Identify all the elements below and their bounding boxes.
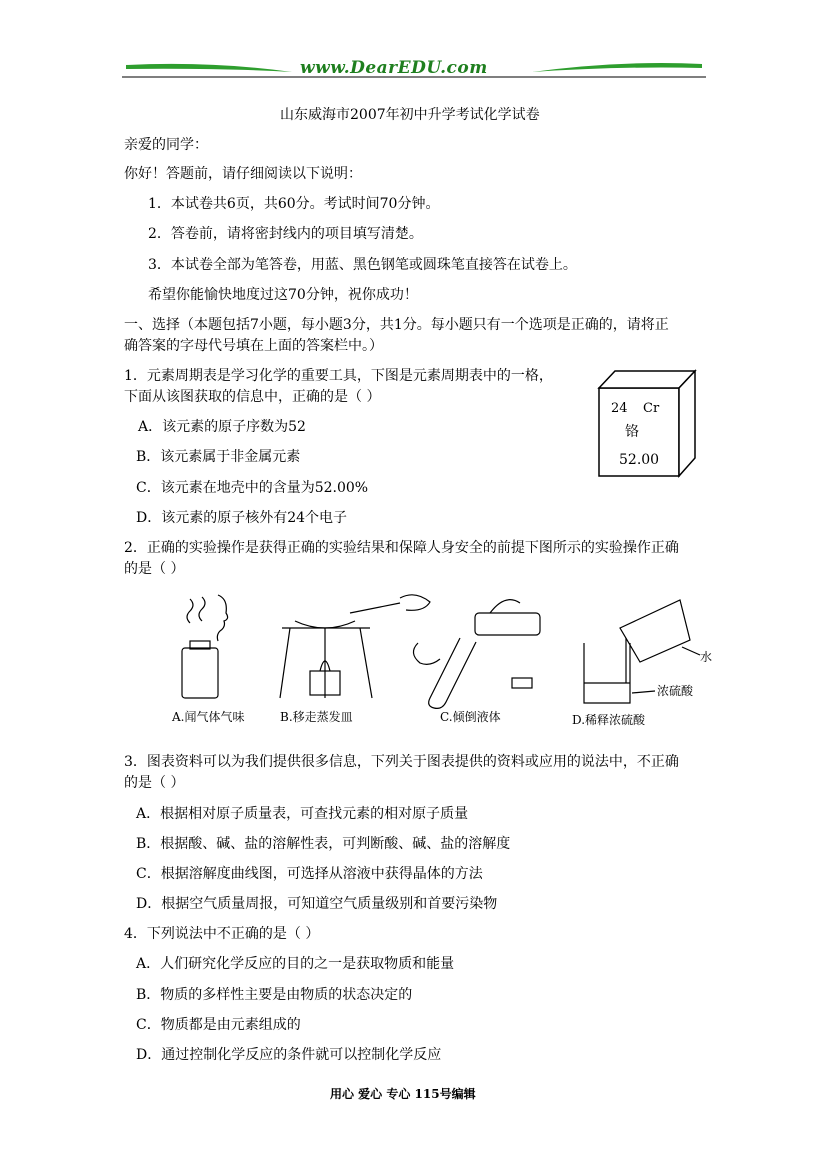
- section-heading-cont: 确答案的字母代号填在上面的答案栏中。）: [124, 338, 383, 354]
- label-acid: 浓硫酸: [657, 684, 694, 698]
- question-3-option-c: C．根据溶解度曲线图，可选择从溶液中获得晶体的方法: [136, 866, 483, 882]
- wish-text: 希望你能愉快地度过这70分钟，祝你成功！: [148, 287, 418, 303]
- section-heading: 一、选择（本题包括7小题，每小题3分，共1分。每小题只有一个选项是正确的，请将正: [124, 317, 669, 333]
- question-4-option-d: D．通过控制化学反应的条件就可以控制化学反应: [136, 1047, 442, 1063]
- caption-d: D.稀释浓硫酸: [572, 713, 646, 727]
- caption-a: A.闻气体气味: [172, 710, 245, 724]
- label-water: 水: [700, 650, 713, 664]
- smell-gas-illustration: [182, 595, 228, 698]
- question-3-stem: 3．图表资料可以为我们提供很多信息，下列关于图表提供的资料或应用的说法中，不正确: [124, 754, 679, 770]
- question-1-option-b: B．该元素属于非金属元素: [136, 449, 301, 465]
- question-2-stem: 2．正确的实验操作是获得正确的实验结果和保障人身安全的前提下图所示的实验操作正确: [124, 540, 679, 556]
- intro-text: 你好！答题前，请仔细阅读以下说明：: [124, 166, 362, 182]
- question-1-option-d: D．该元素的原子核外有24个电子: [136, 510, 348, 526]
- instruction-item: 3．本试卷全部为笔答卷，用蓝、黑色钢笔或圆珠笔直接答在试卷上。: [148, 257, 577, 273]
- element-mass: 52.00: [619, 452, 660, 468]
- site-logo[interactable]: www.DearEDU.com: [300, 58, 488, 78]
- lab-operations-figure: [160, 583, 730, 733]
- question-1-option-c: C．该元素在地壳中的含量为52.00%: [136, 480, 369, 496]
- question-3-stem-cont: 的是（ ）: [124, 775, 185, 791]
- periodic-table-cell-figure: [597, 368, 697, 478]
- caption-c: C.倾倒液体: [440, 710, 501, 724]
- question-4-stem: 4．下列说法中不正确的是（ ）: [124, 926, 320, 942]
- page-footer: 用心 爱心 专心 115号编辑: [330, 1087, 476, 1101]
- question-4-option-a: A．人们研究化学反应的目的之一是获取物质和能量: [136, 956, 455, 972]
- question-1-stem-cont: 下面从该图获取的信息中，正确的是（ ）: [124, 389, 381, 405]
- question-3-option-a: A．根据相对原子质量表，可查找元素的相对原子质量: [136, 806, 469, 822]
- element-number: 24: [611, 401, 628, 416]
- element-name: 铬: [625, 424, 639, 440]
- question-4-option-c: C．物质都是由元素组成的: [136, 1017, 301, 1033]
- question-3-option-d: D．根据空气质量周报，可知道空气质量级别和首要污染物: [136, 896, 498, 912]
- question-2-stem-cont: 的是（ ）: [124, 561, 185, 577]
- evaporating-dish-illustration: [280, 595, 430, 698]
- page-title: 山东威海市2007年初中升学考试化学试卷: [280, 107, 540, 123]
- instruction-item: 1．本试卷共6页，共60分。考试时间70分钟。: [148, 196, 440, 212]
- question-4-option-b: B．物质的多样性主要是由物质的状态决定的: [136, 987, 413, 1003]
- element-symbol: Cr: [643, 401, 660, 416]
- greeting: 亲爱的同学：: [124, 137, 208, 153]
- question-1-stem: 1．元素周期表是学习化学的重要工具，下图是元素周期表中的一格，: [124, 368, 553, 384]
- caption-b: B.移走蒸发皿: [280, 710, 353, 724]
- instruction-item: 2．答卷前，请将密封线内的项目填写清楚。: [148, 226, 423, 242]
- question-3-option-b: B．根据酸、碱、盐的溶解性表，可判断酸、碱、盐的溶解度: [136, 836, 511, 852]
- question-1-option-a: A．该元素的原子序数为52: [138, 419, 306, 435]
- pouring-liquid-illustration: [413, 600, 540, 709]
